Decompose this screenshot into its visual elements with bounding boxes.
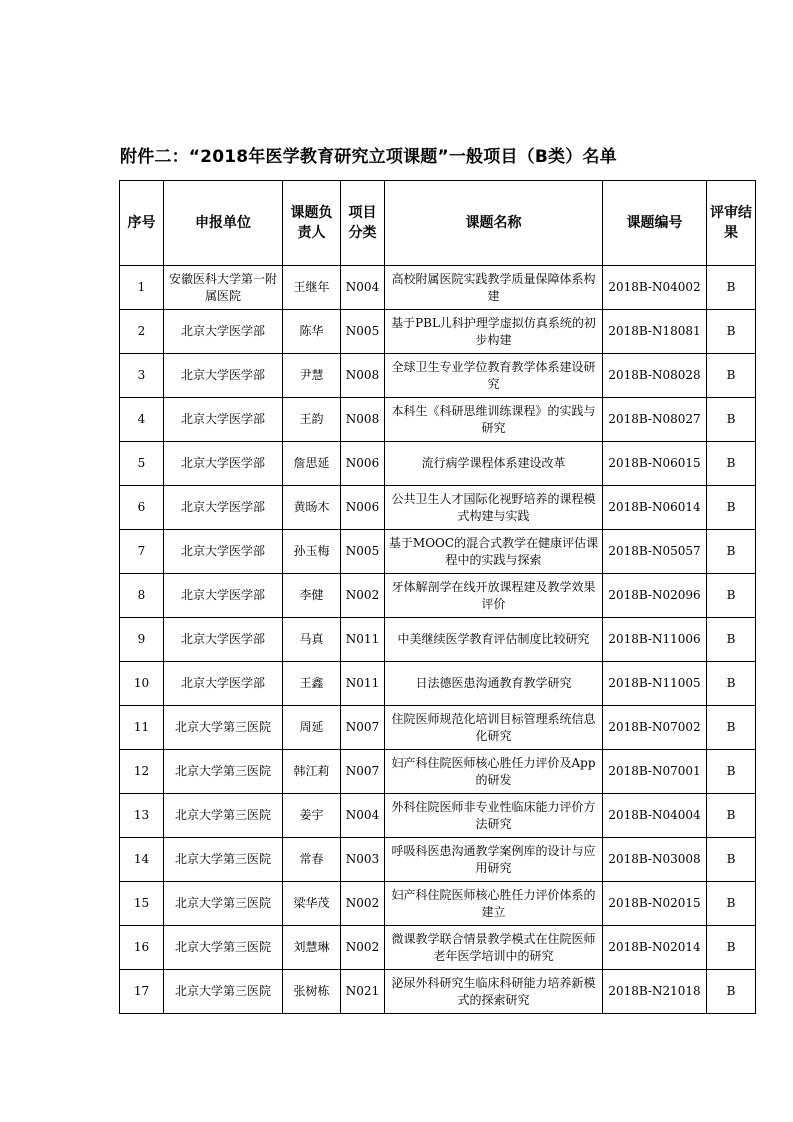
review-result: B (707, 486, 756, 530)
review-result: B (707, 882, 756, 926)
project-category: N002 (341, 926, 385, 970)
header-number: 序号 (120, 181, 164, 266)
applicant-unit: 安徽医科大学第一附属医院 (164, 266, 283, 310)
review-result: B (707, 970, 756, 1014)
row-number: 17 (120, 970, 164, 1014)
table-header (120, 181, 756, 266)
project-code: 2018B-N21018 (603, 970, 707, 1014)
project-category: N005 (341, 530, 385, 574)
project-table (119, 180, 756, 1014)
applicant-unit: 北京大学第三医院 (164, 838, 283, 882)
project-leader: 王继年 (283, 266, 341, 310)
applicant-unit: 北京大学医学部 (164, 354, 283, 398)
project-topic: 牙体解剖学在线开放课程建及教学效果评价 (385, 574, 603, 618)
applicant-unit: 北京大学医学部 (164, 618, 283, 662)
row-number: 6 (120, 486, 164, 530)
review-result: B (707, 926, 756, 970)
table-row (120, 574, 756, 618)
review-result: B (707, 750, 756, 794)
review-result: B (707, 838, 756, 882)
applicant-unit: 北京大学医学部 (164, 574, 283, 618)
table-row (120, 882, 756, 926)
applicant-unit: 北京大学医学部 (164, 442, 283, 486)
review-result: B (707, 266, 756, 310)
project-topic: 全球卫生专业学位教育教学体系建设研究 (385, 354, 603, 398)
project-category: N006 (341, 442, 385, 486)
project-leader: 常春 (283, 838, 341, 882)
review-result: B (707, 530, 756, 574)
project-leader: 梁华茂 (283, 882, 341, 926)
project-topic: 公共卫生人才国际化视野培养的课程模式构建与实践 (385, 486, 603, 530)
project-code: 2018B-N07001 (603, 750, 707, 794)
row-number: 9 (120, 618, 164, 662)
row-number: 10 (120, 662, 164, 706)
row-number: 11 (120, 706, 164, 750)
table-row (120, 750, 756, 794)
project-category: N005 (341, 310, 385, 354)
review-result: B (707, 354, 756, 398)
row-number: 2 (120, 310, 164, 354)
project-category: N008 (341, 354, 385, 398)
project-leader: 周延 (283, 706, 341, 750)
review-result: B (707, 442, 756, 486)
project-leader: 王鑫 (283, 662, 341, 706)
project-code: 2018B-N02015 (603, 882, 707, 926)
header-code: 课题编号 (603, 181, 707, 266)
project-topic: 高校附属医院实践教学质量保障体系构建 (385, 266, 603, 310)
project-code: 2018B-N06015 (603, 442, 707, 486)
table-row (120, 706, 756, 750)
row-number: 16 (120, 926, 164, 970)
project-topic: 中美继续医学教育评估制度比较研究 (385, 618, 603, 662)
project-code: 2018B-N03008 (603, 838, 707, 882)
review-result: B (707, 662, 756, 706)
project-leader: 王韵 (283, 398, 341, 442)
table-row (120, 310, 756, 354)
project-topic: 呼吸科医患沟通教学案例库的设计与应用研究 (385, 838, 603, 882)
table-row (120, 354, 756, 398)
row-number: 12 (120, 750, 164, 794)
applicant-unit: 北京大学第三医院 (164, 882, 283, 926)
project-code: 2018B-N04004 (603, 794, 707, 838)
review-result: B (707, 794, 756, 838)
table-row (120, 662, 756, 706)
row-number: 1 (120, 266, 164, 310)
header-unit: 申报单位 (164, 181, 283, 266)
table-row (120, 794, 756, 838)
project-topic: 微课教学联合情景教学模式在住院医师老年医学培训中的研究 (385, 926, 603, 970)
project-leader: 李健 (283, 574, 341, 618)
project-code: 2018B-N08028 (603, 354, 707, 398)
project-topic: 基于MOOC的混合式教学在健康评估课程中的实践与探索 (385, 530, 603, 574)
review-result: B (707, 574, 756, 618)
project-code: 2018B-N06014 (603, 486, 707, 530)
table-row (120, 442, 756, 486)
table-row (120, 486, 756, 530)
project-topic: 妇产科住院医师核心胜任力评价体系的建立 (385, 882, 603, 926)
project-category: N011 (341, 662, 385, 706)
review-result: B (707, 398, 756, 442)
table-row (120, 266, 756, 310)
project-topic: 本科生《科研思维训练课程》的实践与研究 (385, 398, 603, 442)
document-title: 附件二：“2018年医学教育研究立项课题”一般项目（B类）名单 (120, 147, 617, 167)
review-result: B (707, 618, 756, 662)
project-category: N006 (341, 486, 385, 530)
header-result: 评审结果 (707, 181, 756, 266)
project-leader: 陈华 (283, 310, 341, 354)
row-number: 14 (120, 838, 164, 882)
applicant-unit: 北京大学第三医院 (164, 794, 283, 838)
project-topic: 外科住院医师非专业性临床能力评价方法研究 (385, 794, 603, 838)
project-code: 2018B-N11006 (603, 618, 707, 662)
project-leader: 韩江莉 (283, 750, 341, 794)
project-leader: 孙玉梅 (283, 530, 341, 574)
project-topic: 日法德医患沟通教育教学研究 (385, 662, 603, 706)
row-number: 13 (120, 794, 164, 838)
project-topic: 基于PBL儿科护理学虚拟仿真系统的初步构建 (385, 310, 603, 354)
project-category: N003 (341, 838, 385, 882)
project-code: 2018B-N04002 (603, 266, 707, 310)
applicant-unit: 北京大学第三医院 (164, 706, 283, 750)
applicant-unit: 北京大学第三医院 (164, 750, 283, 794)
table-row (120, 926, 756, 970)
header-topic: 课题名称 (385, 181, 603, 266)
row-number: 5 (120, 442, 164, 486)
project-code: 2018B-N18081 (603, 310, 707, 354)
table-body (120, 266, 756, 1014)
row-number: 4 (120, 398, 164, 442)
project-code: 2018B-N07002 (603, 706, 707, 750)
project-category: N002 (341, 882, 385, 926)
project-leader: 刘慧琳 (283, 926, 341, 970)
applicant-unit: 北京大学医学部 (164, 398, 283, 442)
project-category: N008 (341, 398, 385, 442)
project-leader: 詹思延 (283, 442, 341, 486)
project-topic: 住院医师规范化培训目标管理系统信息化研究 (385, 706, 603, 750)
project-leader: 姜宇 (283, 794, 341, 838)
project-code: 2018B-N05057 (603, 530, 707, 574)
project-category: N007 (341, 706, 385, 750)
applicant-unit: 北京大学医学部 (164, 486, 283, 530)
project-category: N011 (341, 618, 385, 662)
table-row (120, 530, 756, 574)
header-leader: 课题负责人 (283, 181, 341, 266)
row-number: 3 (120, 354, 164, 398)
applicant-unit: 北京大学医学部 (164, 530, 283, 574)
applicant-unit: 北京大学第三医院 (164, 926, 283, 970)
applicant-unit: 北京大学医学部 (164, 310, 283, 354)
row-number: 15 (120, 882, 164, 926)
review-result: B (707, 706, 756, 750)
row-number: 7 (120, 530, 164, 574)
project-leader: 尹慧 (283, 354, 341, 398)
project-code: 2018B-N11005 (603, 662, 707, 706)
applicant-unit: 北京大学第三医院 (164, 970, 283, 1014)
row-number: 8 (120, 574, 164, 618)
project-code: 2018B-N08027 (603, 398, 707, 442)
project-topic: 泌尿外科研究生临床科研能力培养新模式的探索研究 (385, 970, 603, 1014)
project-code: 2018B-N02096 (603, 574, 707, 618)
applicant-unit: 北京大学医学部 (164, 662, 283, 706)
header-category: 项目分类 (341, 181, 385, 266)
project-topic: 妇产科住院医师核心胜任力评价及App的研发 (385, 750, 603, 794)
table-row (120, 838, 756, 882)
project-category: N007 (341, 750, 385, 794)
review-result: B (707, 310, 756, 354)
table-row (120, 398, 756, 442)
project-code: 2018B-N02014 (603, 926, 707, 970)
table-row (120, 618, 756, 662)
table-row (120, 970, 756, 1014)
project-leader: 黄旸木 (283, 486, 341, 530)
project-category: N002 (341, 574, 385, 618)
project-topic: 流行病学课程体系建设改革 (385, 442, 603, 486)
project-category: N021 (341, 970, 385, 1014)
header-row (120, 181, 756, 266)
project-leader: 马真 (283, 618, 341, 662)
project-category: N004 (341, 266, 385, 310)
project-leader: 张树栋 (283, 970, 341, 1014)
project-category: N004 (341, 794, 385, 838)
